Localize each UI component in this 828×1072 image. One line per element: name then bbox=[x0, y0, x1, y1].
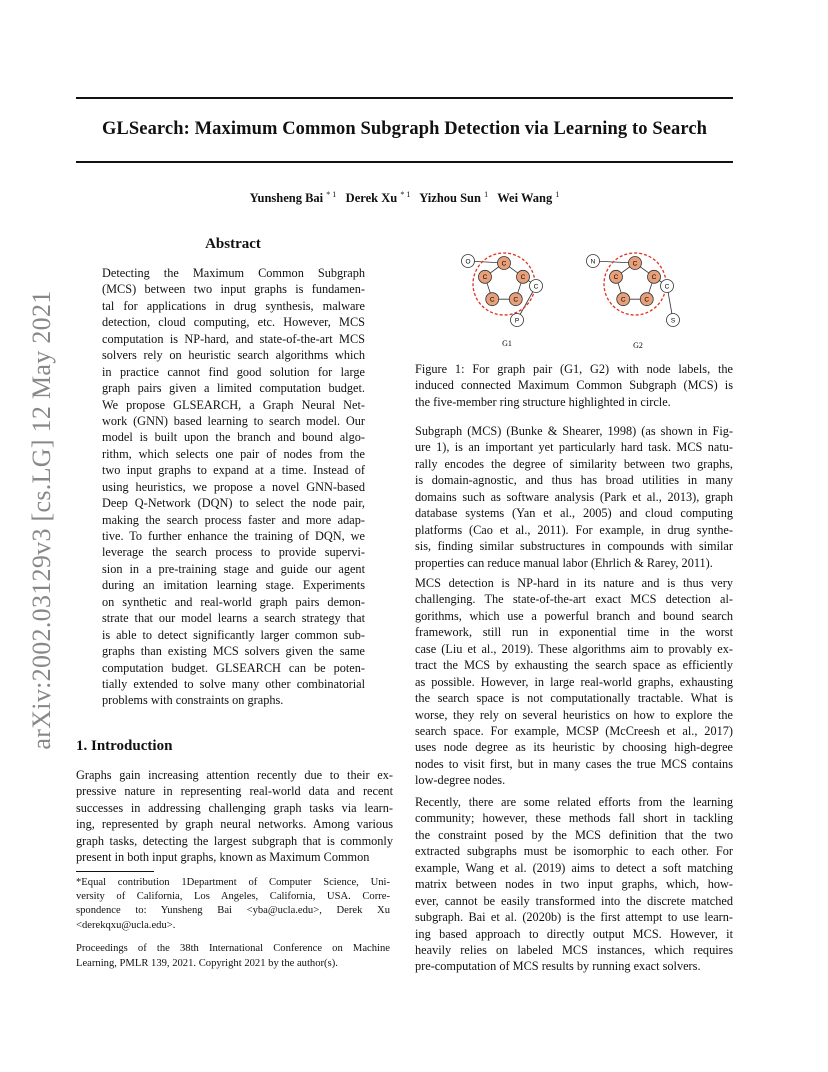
graph-node-label: C bbox=[501, 260, 507, 268]
text-line: subgraph. Bai et al. (2020b) is the first attempt to use learn- bbox=[415, 910, 733, 925]
author-name: Yizhou Sun bbox=[419, 191, 481, 206]
text-line: worse, they rely on several heuristics on how to explore the bbox=[415, 707, 733, 722]
title-rule bbox=[76, 161, 733, 163]
text-line: search space. For example, MCSP (McCreesh et al., 2017) bbox=[415, 723, 733, 738]
graph-node-label: C bbox=[533, 283, 539, 291]
text-line: detection, cloud computing, etc. However, MCS bbox=[102, 315, 365, 330]
text-line: challenging. The state-of-the-art exact MCS detection al- bbox=[415, 592, 733, 607]
abstract-body bbox=[102, 265, 365, 709]
text-line: pressive nature in representing real-world data and recent bbox=[76, 784, 393, 799]
arxiv-watermark: arXiv:2002.03129v3 [cs.LG] 12 May 2021 bbox=[27, 290, 56, 750]
proceedings-note bbox=[76, 942, 390, 971]
text-line: low-degree nodes. bbox=[415, 773, 506, 788]
graph-node-label: C bbox=[620, 296, 626, 304]
graph-node-label: P bbox=[514, 317, 520, 325]
text-line: ever, cannot be easily transformed into the discrete matched bbox=[415, 893, 733, 908]
paragraph-mcs-intro bbox=[415, 423, 733, 571]
text-line: Deep Q-Network (DQN) to select the node pair, bbox=[102, 496, 365, 511]
text-line: versity of California, Los Angeles, California, USA. Corre- bbox=[76, 891, 390, 903]
text-line: Recently, there are some related efforts from the learning bbox=[415, 795, 733, 809]
text-line: during an imitation learning stage. Experiments bbox=[102, 578, 365, 593]
graph-node-label: N bbox=[590, 258, 596, 266]
text-line: sion in a pre-training stage and guide our agent bbox=[102, 561, 365, 576]
text-line: work (GNN) based learning to search model. Our bbox=[102, 413, 365, 428]
text-line: is domain-agnostic, and thus has broad utilities in many bbox=[415, 473, 733, 488]
graph-node-label: C bbox=[482, 274, 488, 282]
graph-g2-label: G2 bbox=[633, 341, 643, 350]
text-line: community; however, these methods fall short in tackling bbox=[415, 811, 733, 826]
abstract-heading: Abstract bbox=[205, 236, 261, 252]
author-affiliation-mark: * 1 bbox=[326, 190, 337, 199]
text-line: the five-member ring structure highlighted in circle. bbox=[415, 394, 671, 409]
graph-node-label: C bbox=[489, 296, 495, 304]
text-line: uses node degree as its heuristic by choosing high-degree bbox=[415, 740, 733, 755]
text-line: spondence to: Yunsheng Bai <yba@ucla.edu>, Derek Xu bbox=[76, 905, 390, 917]
text-line: Detecting the Maximum Common Subgraph bbox=[102, 266, 365, 280]
text-line: rithm, which selects one pair of nodes from the bbox=[102, 446, 365, 461]
text-line: making the search process faster and more adap- bbox=[102, 512, 365, 527]
text-line: database systems (Yan et al., 2005) and cloud computing bbox=[415, 506, 733, 521]
text-line: example, Wang et al. (2019) aims to detect a soft matching bbox=[415, 860, 733, 875]
text-line: extracted subgraphs must be isomorphic to each other. For bbox=[415, 844, 733, 859]
text-line: the constraint posed by the MCS definition that the two bbox=[415, 827, 733, 842]
text-line: (MCS) between two input graphs is fundamen- bbox=[102, 282, 365, 297]
text-line: nodes to visit first, but in many cases the true MCS contains bbox=[415, 756, 733, 771]
text-line: We propose GLSEARCH, a Graph Neural Net- bbox=[102, 397, 365, 412]
text-line: successes in addressing challenging graph tasks via learn- bbox=[76, 800, 393, 815]
graph-node-label: C bbox=[651, 274, 657, 282]
text-line: Learning, PMLR 139, 2021. Copyright 2021 by the author(s). bbox=[76, 957, 338, 969]
graph-g1-label: G1 bbox=[502, 339, 512, 348]
graph-node-label: C bbox=[513, 296, 519, 304]
text-line: tive. To further enhance the training of DQN, we bbox=[102, 529, 365, 543]
text-line: sis, finding similar substructures in compounds with similar bbox=[415, 539, 733, 554]
text-line: ing, represented by graph neural networks. Among various bbox=[76, 817, 393, 832]
text-line: platforms (Cao et al., 2011). For example, in drug synthe- bbox=[415, 522, 733, 537]
figure-1-caption bbox=[415, 361, 733, 410]
text-line: the search space is not computationally tractable. What is bbox=[415, 691, 733, 706]
graph-node-label: S bbox=[670, 317, 676, 325]
author-affiliation-mark: * 1 bbox=[400, 190, 411, 199]
text-line: graphs than existing MCS solvers given the same bbox=[102, 644, 365, 659]
text-line: using heuristics, we propose a novel GNN-based bbox=[102, 479, 365, 494]
text-line: rally encodes the degree of similarity between two graphs, bbox=[415, 456, 733, 471]
author-name: Yunsheng Bai bbox=[249, 191, 324, 206]
text-line: pre-computation of MCS results by running exact solvers. bbox=[415, 959, 701, 974]
text-line: solvers rely on heuristic search algorithms which bbox=[102, 348, 365, 363]
text-line: induced connected Maximum Common Subgraph (MCS) is bbox=[415, 378, 733, 393]
text-line: strate that our model learns a search strategy that bbox=[102, 611, 365, 626]
text-line: case (Liu et al., 2019). These algorithms aim to provably ex- bbox=[415, 641, 733, 656]
graph-node-label: C bbox=[644, 296, 650, 304]
graph-node-label: C bbox=[613, 274, 619, 282]
text-line: *Equal contribution 1Department of Computer Science, Uni- bbox=[76, 877, 390, 888]
text-line: present in both input graphs, known as Maximum Common bbox=[76, 850, 370, 865]
text-line: tract the MCS by exhausting the search space as efficiently bbox=[415, 658, 733, 673]
text-line: Proceedings of the 38th International Conference on Machine bbox=[76, 943, 390, 954]
graph-node-label: O bbox=[465, 258, 471, 266]
text-line: <derekqxu@ucla.edu>. bbox=[76, 919, 176, 931]
text-line: computation is NP-hard, and state-of-the-art MCS bbox=[102, 331, 365, 346]
paragraph-related-work bbox=[415, 794, 733, 975]
text-line: model is built upon the branch and bound algo- bbox=[102, 430, 365, 445]
text-line: Subgraph (MCS) (Bunke & Shearer, 1998) (as shown in Fig- bbox=[415, 424, 733, 438]
text-line: framework, still run in exponential time in the worst bbox=[415, 625, 733, 640]
text-line: matrix between nodes in two input graphs, which, how- bbox=[415, 877, 733, 892]
text-line: problems with constraints on graphs. bbox=[102, 693, 284, 708]
text-line: ure 1), is an important yet particularly hard task. MCS natu- bbox=[415, 440, 733, 455]
text-line: Figure 1: For graph pair (G1, G2) with node labels, the bbox=[415, 362, 733, 376]
paper-title: GLSearch: Maximum Common Subgraph Detection via Learning to Search bbox=[101, 119, 708, 139]
text-line: leverage the search process to provide supervi- bbox=[102, 545, 365, 560]
author-affiliation-mark: 1 bbox=[555, 190, 560, 199]
text-line: tially extended to solve many other combinatorial bbox=[102, 676, 365, 691]
figure-1-graphs bbox=[440, 250, 710, 360]
graph-node-label: C bbox=[664, 283, 670, 291]
introduction-body bbox=[76, 767, 393, 866]
author-affiliation-mark: 1 bbox=[484, 190, 489, 199]
text-line: domains such as software analysis (Park et al., 2013), graph bbox=[415, 489, 733, 504]
text-line: tal for applications in drug synthesis, malware bbox=[102, 298, 365, 313]
graph-g2 bbox=[587, 253, 680, 327]
text-line: is able to detect significantly larger common sub- bbox=[102, 627, 365, 642]
text-line: computation budget. GLSEARCH can be poten- bbox=[102, 660, 365, 675]
text-line: two input graphs to expand at a time. Instead of bbox=[102, 463, 365, 478]
text-line: on synthetic and real-world graph pairs demon- bbox=[102, 594, 365, 609]
author-list bbox=[76, 190, 733, 206]
author-name: Derek Xu bbox=[345, 191, 398, 206]
section-heading-introduction: 1. Introduction bbox=[76, 738, 173, 754]
graph-node-label: C bbox=[632, 260, 638, 268]
graph-node-label: C bbox=[520, 274, 526, 282]
graph-g1 bbox=[462, 253, 543, 327]
paragraph-np-hard bbox=[415, 575, 733, 789]
text-line: properties can reduce manual labor (Ehrlich & Rarey, 2011). bbox=[415, 555, 713, 570]
text-line: ing based approach to directly output MCS. However, it bbox=[415, 926, 733, 941]
author-name: Wei Wang bbox=[497, 191, 553, 206]
footnote-rule bbox=[76, 871, 154, 872]
footnote bbox=[76, 876, 390, 933]
top-rule bbox=[76, 97, 733, 99]
text-line: heavily relies on labeled MCS instances, which requires bbox=[415, 942, 733, 957]
text-line: MCS detection is NP-hard in its nature and is thus very bbox=[415, 576, 733, 590]
text-line: graph tasks, detecting the largest subgraph that is commonly bbox=[76, 833, 393, 848]
text-line: in practice cannot find good solution for large bbox=[102, 364, 365, 379]
text-line: graph pairs given a limited computation budget. bbox=[102, 381, 365, 396]
text-line: gorithms, which use a powerful branch and bound search bbox=[415, 608, 733, 623]
text-line: Graphs gain increasing attention recently due to their ex- bbox=[76, 768, 393, 782]
text-line: as possible. However, in large real-world graphs, exhausting bbox=[415, 674, 733, 689]
